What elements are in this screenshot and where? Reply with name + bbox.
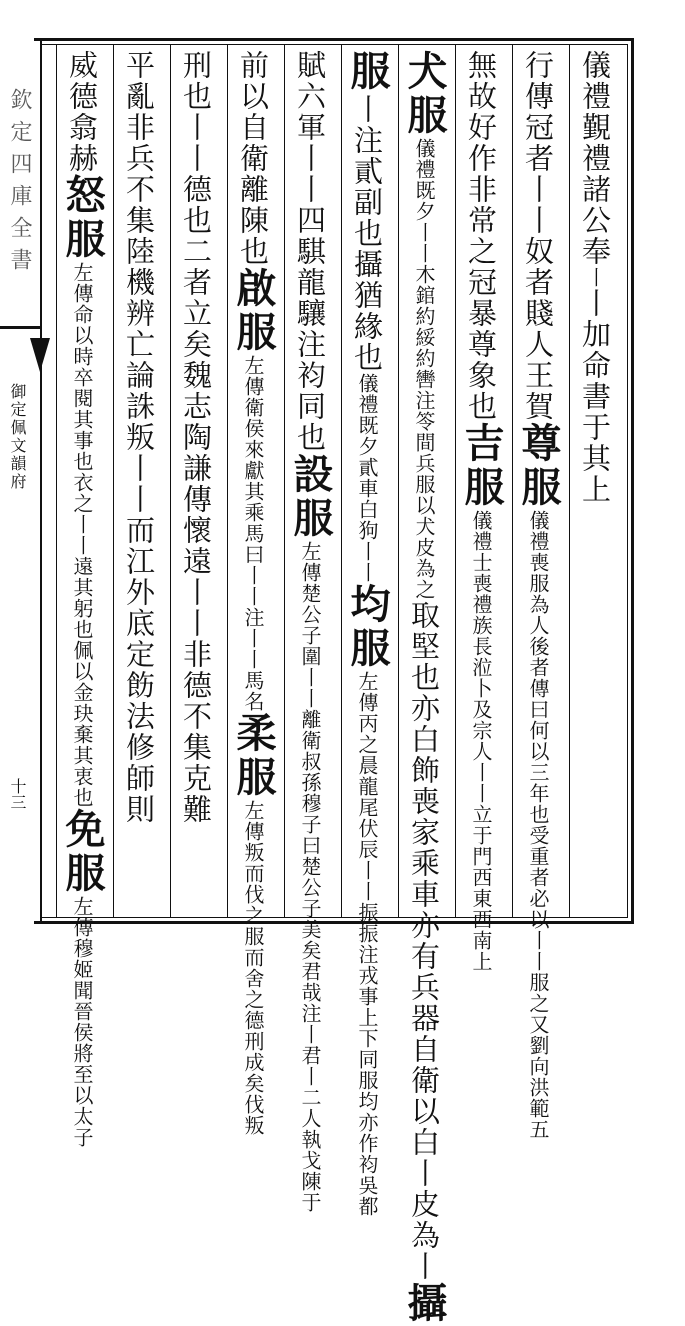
text-column bbox=[514, 50, 562, 1140]
headword: 柔服 bbox=[230, 712, 277, 800]
text-segment: 翕赫 bbox=[65, 112, 99, 174]
annotation: 左傳楚公子圍丨丨離衛叔孫穆子曰楚公子美矣君哉注丨君丨二人執戈陳于 bbox=[298, 541, 322, 1213]
text-column bbox=[343, 50, 391, 1217]
text-segment: 丨加命書于其上 bbox=[578, 288, 612, 505]
text-column bbox=[400, 50, 448, 1326]
annotation: 儀禮既夕貳車白狗丨丨 bbox=[355, 373, 379, 583]
headword: 尊服 bbox=[515, 422, 562, 510]
column-rule bbox=[56, 44, 57, 918]
annotation: 左傳衛侯來獻其乘馬曰丨丨注丨丨馬名 bbox=[241, 355, 265, 712]
column-rule bbox=[170, 44, 171, 918]
text-segment: 取堅也亦白飾喪家乘車亦有兵器自衛以白丨皮為丨 bbox=[407, 600, 441, 1282]
text-column bbox=[229, 50, 277, 1136]
headword: 吉服 bbox=[458, 422, 505, 510]
headword: 設服 bbox=[287, 453, 334, 541]
headword: 服 bbox=[344, 50, 391, 94]
annotation: 左傳命以時卒閱其事也衣之丨丨遠其躬也佩以金玦棄其衷也 bbox=[70, 262, 94, 808]
annotation: 左傳叛而伐之服而舍之德刑成矣伐叛 bbox=[241, 800, 265, 1136]
text-segment: 儀禮覲禮諸公奉 bbox=[578, 50, 612, 267]
text-segment: 刑也丨丨德也二者立矣魏志陶謙傳懷遠丨丨非德不集克難 bbox=[179, 50, 213, 825]
text-column bbox=[172, 50, 220, 916]
annotation: 左傳穆姬聞晉侯將至以太子 bbox=[70, 896, 94, 1148]
text-segment: 離陳也 bbox=[236, 174, 270, 267]
collection-title: 欽定四庫全書 bbox=[7, 88, 32, 280]
text-segment: 無故好作非常之冠暴尊象也 bbox=[464, 50, 498, 422]
column-rule bbox=[455, 44, 456, 918]
column-rule bbox=[398, 44, 399, 918]
headword: 免服 bbox=[59, 808, 106, 896]
text-column bbox=[571, 50, 619, 916]
column-rule bbox=[341, 44, 342, 918]
annotation: 左傳丙之晨龍尾伏辰丨丨振振注戎事上下同服均亦作袀吳都 bbox=[355, 671, 379, 1217]
column-rule bbox=[569, 44, 570, 918]
column-rule bbox=[284, 44, 285, 918]
text-segment: 行傳冠者丨丨奴者賤人王賀 bbox=[521, 50, 555, 422]
text-column bbox=[115, 50, 163, 916]
text-segment: 龍驤注袀同也 bbox=[293, 267, 327, 453]
annotation: 儀禮喪服為人後者傳曰何以三年也受重者必以丨丨服之又劉向洪範五 bbox=[526, 510, 550, 1140]
annotation: 丨 bbox=[583, 267, 607, 288]
annotation: 儀禮士喪禮族長涖卜及宗人丨丨立于門西東西南上 bbox=[469, 510, 493, 972]
text-segment: 丨注貳副也攝猶緣也 bbox=[350, 94, 384, 373]
headword: 怒服 bbox=[59, 174, 106, 262]
text-segment: 賦六軍丨丨四騏 bbox=[293, 50, 327, 267]
column-rule bbox=[113, 44, 114, 918]
annotation: 儀禮既夕丨丨木錧約綏約轡注笭間兵服以犬皮為之 bbox=[412, 138, 436, 600]
text-column bbox=[286, 50, 334, 1213]
text-segment: 前以自衛 bbox=[236, 50, 270, 174]
text-segment: 威德 bbox=[65, 50, 99, 112]
headword: 犬服 bbox=[401, 50, 448, 138]
headword: 啟服 bbox=[230, 267, 277, 355]
text-column bbox=[58, 50, 106, 1148]
headword: 攝 bbox=[401, 1282, 448, 1326]
book-name: 御定佩文韻府 bbox=[8, 383, 27, 491]
folio-number: 十三 bbox=[8, 778, 27, 810]
headword: 均服 bbox=[344, 583, 391, 671]
text-column bbox=[457, 50, 505, 972]
column-rule bbox=[227, 44, 228, 918]
text-segment: 平亂非兵不集陸機辨亡論誅叛丨丨而江外底定飭法修師則 bbox=[122, 50, 156, 825]
column-rule bbox=[512, 44, 513, 918]
